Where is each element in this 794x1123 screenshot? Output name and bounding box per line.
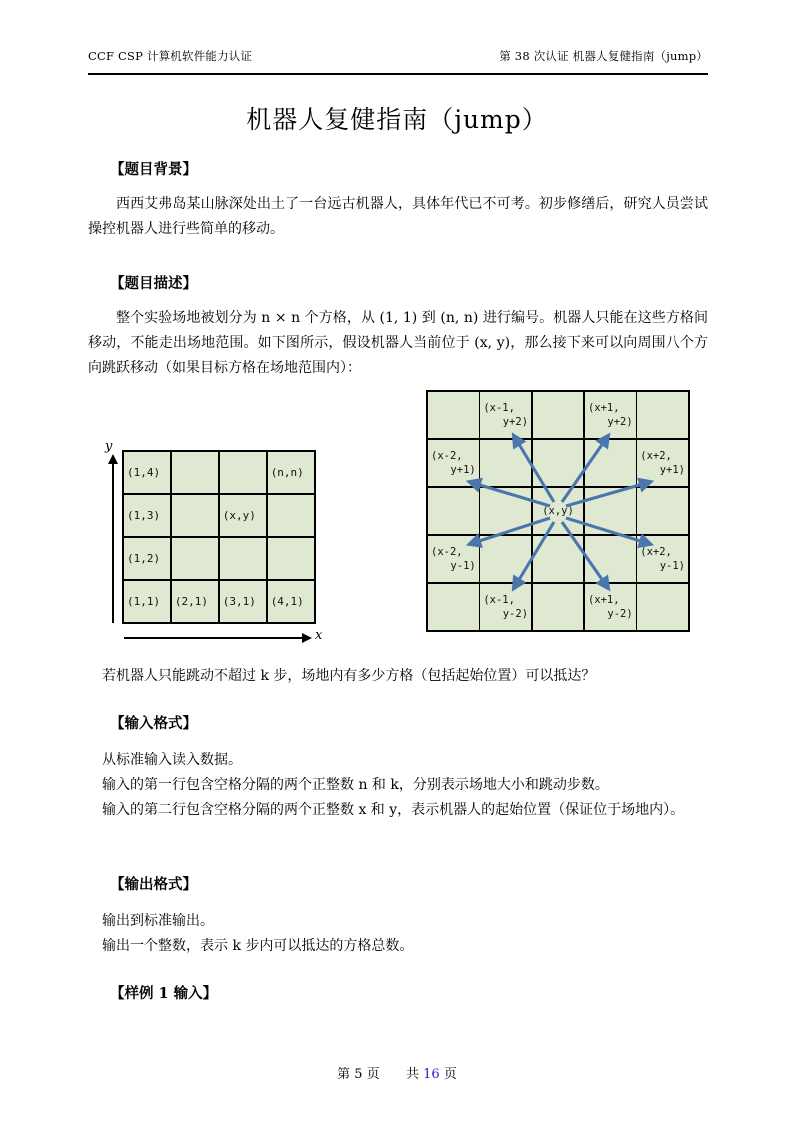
jump-cell xyxy=(637,536,688,582)
jump-cell-line1: (x+1, xyxy=(587,593,620,606)
jump-cell-line2: y+1) xyxy=(450,464,476,477)
section-body-input-3: 输入的第二行包含空格分隔的两个正整数 x 和 y，表示机器人的起始位置（保证位于场地内）。 xyxy=(102,802,685,818)
jump-cell xyxy=(533,536,584,582)
jump-cell xyxy=(585,392,636,438)
jump-cell xyxy=(480,584,531,630)
grid-cell xyxy=(220,538,266,579)
jump-cell-line1: (x+1, xyxy=(587,402,620,415)
jump-cell xyxy=(637,440,688,486)
footer-total-prefix: 共 xyxy=(406,1067,420,1082)
jump-cell xyxy=(585,440,636,486)
grid-cell xyxy=(268,538,314,579)
jump-cell-line1: (x+2, xyxy=(640,450,672,463)
section-body-input-2: 输入的第一行包含空格分隔的两个正整数 n 和 k，分别表示场地大小和跳动步数。 xyxy=(102,777,609,793)
jump-cell-line2: y-1) xyxy=(450,559,476,572)
footer-page-number: 5 xyxy=(354,1067,363,1082)
header-right-text: 第 38 次认证 机器人复健指南（jump） xyxy=(499,49,708,63)
grid-cell xyxy=(172,538,218,579)
section-heading-input-format: 【输入格式】 xyxy=(110,715,197,732)
jump-cell xyxy=(428,488,479,534)
jump-cell-line1: (x-1, xyxy=(483,402,515,415)
grid-cell: (1,2) xyxy=(124,538,170,579)
jump-cell xyxy=(585,536,636,582)
y-axis-label: y xyxy=(105,439,113,454)
footer-page-suffix: 页 xyxy=(366,1067,380,1082)
jump-cell xyxy=(428,584,479,630)
figures-row xyxy=(0,385,794,650)
section-heading-output-format: 【输出格式】 xyxy=(110,876,197,893)
section-body-description-1: 整个实验场地被划分为 n × n 个方格，从 (1, 1) 到 (n, n) 进行编号。机器人只能在这些方格间移动，不能走出场地范围。如下图所示，假设机器人当前位于 (x, y)，那么接下来可以向周围八个方向跳跃移动（如果目标方格在场地范围内）： xyxy=(88,310,708,376)
jump-cell xyxy=(585,488,636,534)
grid-cell: (1,4) xyxy=(124,452,170,493)
grid-cell: (2,1) xyxy=(172,581,218,622)
footer-page-prefix: 第 xyxy=(337,1067,351,1082)
grid-cell: (1,3) xyxy=(124,495,170,536)
grid-cell: (x,y) xyxy=(220,495,266,536)
footer-total-number: 16 xyxy=(423,1067,440,1082)
section-body-output-1: 输出到标准输出。 xyxy=(102,913,214,929)
jump-cell xyxy=(585,584,636,630)
jump-cell xyxy=(480,392,531,438)
jump-cell xyxy=(428,536,479,582)
grid-cell xyxy=(172,495,218,536)
jump-cell-line2: y+2) xyxy=(607,416,633,429)
grid-cell: (1,1) xyxy=(124,581,170,622)
jump-cell xyxy=(428,440,479,486)
jump-cell-line1: (x-2, xyxy=(431,450,463,463)
section-body-input-1: 从标准输入读入数据。 xyxy=(102,752,242,768)
jump-cell-line1: (x-1, xyxy=(483,593,515,606)
jump-cell xyxy=(480,440,531,486)
section-body-background: 西西艾弗岛某山脉深处出土了一台远古机器人，具体年代已不可考。初步修缮后，研究人员尝试操控机器人进行些简单的移动。 xyxy=(88,196,708,237)
jump-cell-line1: (x+2, xyxy=(640,545,672,558)
section-body-output-2: 输出一个整数，表示 k 步内可以抵达的方格总数。 xyxy=(102,938,414,954)
page-footer xyxy=(0,1063,794,1082)
jump-cell-origin xyxy=(533,488,584,534)
jump-cell xyxy=(428,392,479,438)
grid-cell xyxy=(220,452,266,493)
grid-cell: (3,1) xyxy=(220,581,266,622)
section-heading-sample-1-input: 【样例 1 输入】 xyxy=(110,985,218,1002)
header-left-text: CCF CSP 计算机软件能力认证 xyxy=(88,49,253,63)
jump-cell xyxy=(533,584,584,630)
jump-cell-line2: y-2) xyxy=(607,607,633,620)
grid-cell xyxy=(172,452,218,493)
jump-cell-line2: y+2) xyxy=(502,416,529,429)
jump-cell xyxy=(637,488,688,534)
jump-cell xyxy=(637,392,688,438)
section-heading-description: 【题目描述】 xyxy=(110,275,197,292)
jump-cell-line2: y-1) xyxy=(659,559,685,572)
x-axis-arrow xyxy=(124,637,302,639)
jump-cell xyxy=(533,440,584,486)
figure-jump-directions xyxy=(426,390,692,638)
figure-field-coordinates xyxy=(88,415,348,643)
x-axis-label: x xyxy=(315,628,323,643)
jump-cell xyxy=(637,584,688,630)
grid-cell xyxy=(268,495,314,536)
y-axis-arrow xyxy=(112,463,114,623)
grid-cell: (4,1) xyxy=(268,581,314,622)
jump-cell-line2: y-2) xyxy=(502,607,529,620)
jump-cell xyxy=(533,392,584,438)
jump-cell xyxy=(480,488,531,534)
jump-cell-line2: y+1) xyxy=(659,464,685,477)
page-title: 机器人复健指南（jump） xyxy=(246,105,548,134)
section-heading-background: 【题目背景】 xyxy=(110,161,197,178)
jump-cell-line1: (x,y) xyxy=(542,504,574,517)
field-grid xyxy=(122,450,316,624)
jump-cell xyxy=(480,536,531,582)
page-header xyxy=(88,48,708,72)
section-body-description-2: 若机器人只能跳动不超过 k 步，场地内有多少方格（包括起始位置）可以抵达？ xyxy=(102,668,596,684)
footer-total-suffix: 页 xyxy=(443,1067,457,1082)
jump-cell-line1: (x-2, xyxy=(431,545,463,558)
grid-cell: (n,n) xyxy=(268,452,314,493)
jump-grid xyxy=(426,390,690,632)
header-divider xyxy=(88,73,708,75)
